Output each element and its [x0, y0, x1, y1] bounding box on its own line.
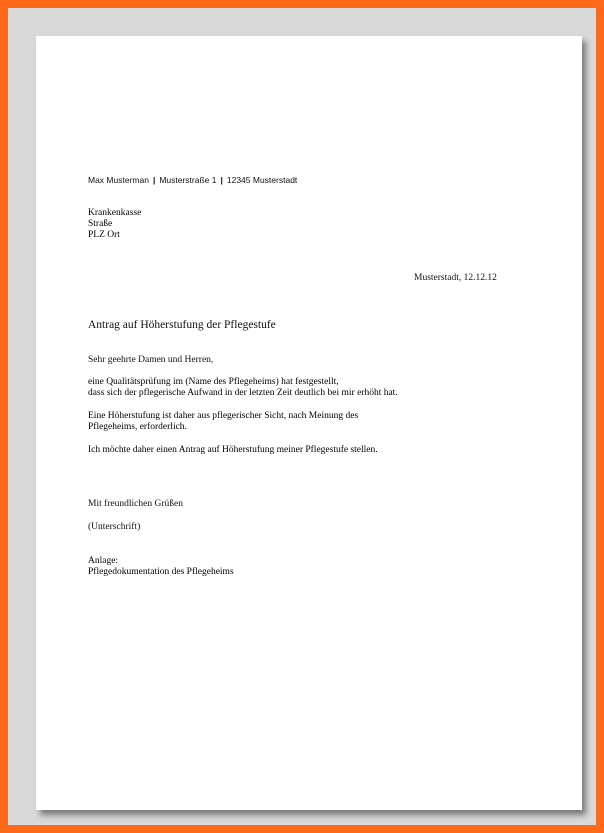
letter-page: [36, 36, 582, 810]
page-frame: [8, 8, 596, 825]
sender-street: Musterstraße 1: [159, 175, 217, 185]
sender-name: Max Musterman: [88, 175, 149, 185]
paragraph-line: Eine Höherstufung ist daher aus pflegerischer Sicht, nach Meinung des: [88, 411, 359, 421]
subject-line: Antrag auf Höherstufung der Pflegestufe: [88, 319, 276, 331]
signature-placeholder: (Unterschrift): [88, 522, 141, 532]
attachment-label: Anlage:: [88, 556, 119, 566]
sender-line: [88, 175, 297, 185]
recipient-line: Krankenkasse: [88, 208, 142, 218]
paragraph-line: Pflegeheims, erforderlich.: [88, 422, 187, 432]
paragraph-line: Ich möchte daher einen Antrag auf Höherstufung meiner Pflegestufe stellen.: [88, 445, 378, 455]
paragraph-line: eine Qualitätsprüfung im (Name des Pflegeheims) hat festgestellt,: [88, 377, 339, 387]
recipient-address: [88, 208, 141, 241]
sender-separator: |: [220, 175, 223, 185]
attachment-item: Pflegedokumentation des Pflegeheims: [88, 567, 234, 577]
sender-separator: |: [152, 175, 156, 185]
paragraph-line: dass sich der pflegerische Aufwand in der letzten Zeit deutlich bei mir erhöht hat.: [88, 388, 398, 398]
recipient-line: PLZ Ort: [88, 230, 120, 240]
sender-city: 12345 Musterstadt: [226, 175, 298, 185]
attachment-block: [88, 556, 234, 578]
recipient-line: Straße: [88, 219, 113, 229]
place-date: Musterstadt, 12.12.12: [414, 273, 497, 283]
closing: Mit freundlichen Grüßen: [88, 499, 183, 509]
paragraph: [88, 377, 398, 399]
paragraph: [88, 445, 378, 456]
salutation: Sehr geehrte Damen und Herren,: [88, 355, 214, 365]
paragraph: [88, 411, 358, 433]
